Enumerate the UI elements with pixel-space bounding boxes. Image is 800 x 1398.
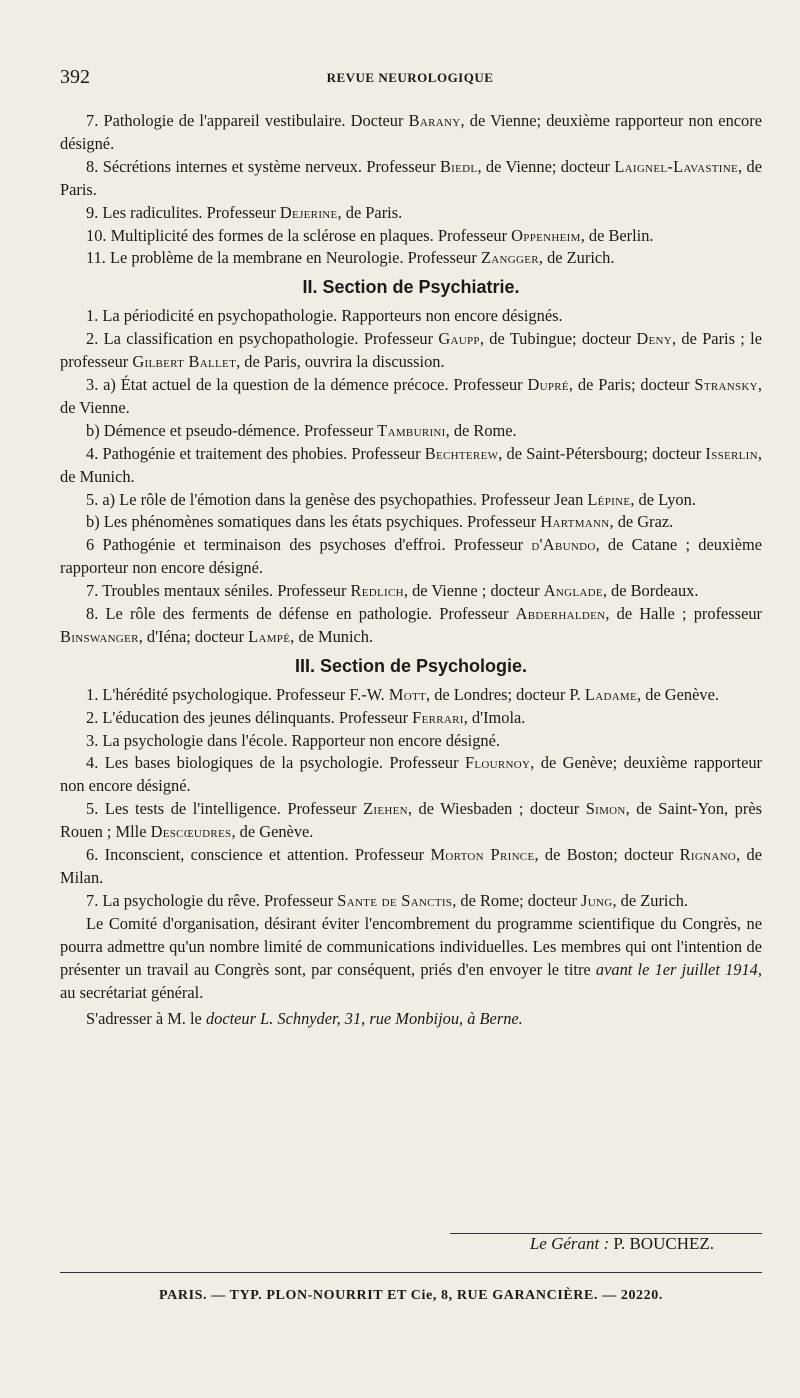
item-text: , de Saint-Pétersbourg; docteur bbox=[498, 443, 706, 463]
list-item bbox=[60, 156, 762, 202]
list-item bbox=[60, 798, 762, 844]
item-number: 5. bbox=[86, 799, 99, 819]
contact-address: docteur L. Schnyder, 31, rue Monbijou, à Berne. bbox=[205, 1009, 523, 1029]
list-item bbox=[60, 443, 762, 489]
item-text: Pathogénie et traitement des phobies. Professeur bbox=[102, 443, 425, 463]
item-text: La périodicité en psychopathologie. Rapporteurs non encore désignés. bbox=[102, 306, 563, 326]
person-name: Tamburini bbox=[377, 420, 446, 440]
person-name: Bechterew bbox=[424, 443, 499, 463]
person-name: Jung bbox=[581, 890, 613, 910]
closing-text-end: , au secrétariat général. bbox=[60, 959, 762, 1002]
item-number: 3. a) bbox=[86, 374, 116, 394]
item-text: , de Halle ; professeur bbox=[605, 604, 762, 624]
person-name: Ziehen bbox=[363, 799, 408, 819]
item-text: L'hérédité psychologique. Professeur F.-W. bbox=[102, 684, 389, 704]
person-name: Anglade bbox=[543, 581, 603, 601]
item-text: Le rôle de l'émotion dans la genèse des psychopathies. Professeur Jean bbox=[119, 489, 588, 509]
person-name: Biedl bbox=[439, 156, 478, 176]
item-text: , de Vienne. bbox=[60, 374, 762, 417]
person-name: Dupré bbox=[527, 374, 569, 394]
item-number: 5. a) bbox=[86, 489, 116, 509]
list-item bbox=[60, 225, 762, 248]
item-number: 7. bbox=[86, 581, 99, 601]
person-name: Rignano bbox=[679, 845, 737, 865]
item-text: , de Boston; docteur bbox=[534, 845, 680, 865]
item-text: Pathologie de l'appareil vestibulaire. Docteur bbox=[103, 111, 409, 130]
item-text: , de Milan. bbox=[60, 845, 762, 887]
person-name: Gilbert Ballet bbox=[132, 352, 237, 372]
psychiatry-items bbox=[60, 305, 762, 649]
item-text: Multiplicité des formes de la sclérose en plaques. Professeur bbox=[110, 225, 512, 245]
item-text: , de Berlin. bbox=[580, 225, 654, 245]
item-text: Pathogénie et terminaison des psychoses d'effroi. Professeur bbox=[102, 535, 532, 555]
list-item bbox=[60, 707, 762, 730]
item-text: , de Vienne; deuxième rapporteur non encore désigné. bbox=[60, 111, 762, 153]
person-name: Simon bbox=[585, 799, 626, 819]
item-text: , de Saint-Yon, près Rouen ; Mlle bbox=[60, 799, 762, 842]
item-text: , de Munich. bbox=[290, 626, 374, 646]
item-number: 6 bbox=[86, 535, 95, 555]
list-item bbox=[60, 844, 762, 890]
item-text: , de Genève; deuxième rapporteur non encore désigné. bbox=[60, 753, 762, 796]
person-name: Stransky bbox=[694, 374, 758, 394]
item-text: , de Munich. bbox=[60, 443, 762, 486]
item-text: , de Vienne ; docteur bbox=[403, 581, 544, 601]
item-text: , de Zurich. bbox=[538, 248, 615, 268]
neurology-items bbox=[60, 110, 762, 270]
contact-prefix: S'adresser à M. le bbox=[86, 1009, 206, 1029]
item-text: Les phénomènes somatiques dans les états psychiques. Professeur bbox=[103, 512, 541, 532]
item-text: , de Catane ; deuxième rapporteur non encore désigné. bbox=[60, 535, 763, 578]
item-text: , de Rome. bbox=[445, 420, 517, 440]
closing-deadline: avant le 1er juillet 1914 bbox=[595, 959, 758, 979]
item-number: b) bbox=[86, 420, 100, 440]
list-item bbox=[60, 110, 762, 156]
item-text: Inconscient, conscience et attention. Professeur bbox=[104, 845, 431, 865]
list-item bbox=[60, 890, 762, 913]
list-item bbox=[60, 534, 762, 580]
person-name: Ladame bbox=[584, 684, 638, 704]
person-name: Zangger bbox=[480, 248, 539, 268]
person-name: Hartmann bbox=[540, 512, 610, 532]
item-number: 2. bbox=[86, 329, 99, 349]
item-number: 8. bbox=[86, 604, 99, 624]
item-text: , de Vienne; docteur bbox=[477, 156, 615, 176]
item-text: Les bases biologiques de la psychologie. Professeur bbox=[104, 753, 465, 773]
list-item bbox=[60, 603, 762, 649]
person-name: Gaupp bbox=[438, 329, 480, 349]
person-name: Descœudres bbox=[150, 822, 232, 842]
item-text: Le problème de la membrane en Neurologie. Professeur bbox=[110, 248, 481, 268]
list-item bbox=[60, 752, 762, 798]
psychology-items bbox=[60, 684, 762, 913]
person-name: Isserlin bbox=[705, 443, 758, 463]
signature-name: P. BOUCHEZ. bbox=[613, 1234, 714, 1253]
person-name: Flournoy bbox=[464, 753, 531, 773]
item-text: , de Bordeaux. bbox=[602, 581, 699, 601]
closing-text: Le Comité d'organisation, désirant éviter l'encombrement du programme scientifique du Congrès, ne pourra admettre qu'un nombre limité de communications individuelles. Les membres qui ont l'intention de présenter un travail au Congrès sont, par conséquent, priés d'en envoyer le titre bbox=[60, 913, 762, 979]
footer-rule bbox=[60, 1272, 762, 1273]
list-item bbox=[60, 580, 762, 603]
person-name: Lampé bbox=[248, 626, 291, 646]
item-text: , de Genève. bbox=[637, 684, 719, 704]
item-text: , de Zurich. bbox=[612, 890, 689, 910]
printer-imprint: PARIS. — TYP. PLON-NOURRIT ET Cie, 8, RUE GARANCIÈRE. — 20220. bbox=[159, 1288, 663, 1303]
item-text: L'éducation des jeunes délinquants. Professeur bbox=[102, 707, 413, 727]
item-text: , de Londres; docteur P. bbox=[426, 684, 585, 704]
person-name: Oppenheim bbox=[511, 225, 581, 245]
item-number: 3. bbox=[86, 730, 99, 750]
person-name: Dejerine bbox=[279, 202, 338, 222]
item-number: 7. bbox=[86, 890, 99, 910]
list-item bbox=[60, 684, 762, 707]
item-text: , d'Iéna; docteur bbox=[138, 626, 249, 646]
body-text bbox=[60, 110, 762, 1031]
item-text: , de Rome; docteur bbox=[452, 890, 582, 910]
item-number: 9. bbox=[86, 202, 99, 222]
list-item bbox=[60, 202, 762, 225]
item-text: La classification en psychopathologie. Professeur bbox=[103, 329, 439, 349]
item-text: , de Paris ; le professeur bbox=[60, 329, 762, 372]
item-number: 4. bbox=[86, 443, 99, 463]
item-number: 8. bbox=[86, 156, 99, 176]
person-name: Lépine bbox=[587, 489, 631, 509]
section-title-psychiatry: II. Section de Psychiatrie. bbox=[302, 277, 520, 298]
item-text: Sécrétions internes et système nerveux. Professeur bbox=[102, 156, 440, 176]
item-number: 6. bbox=[86, 845, 99, 865]
item-text: La psychologie du rêve. Professeur bbox=[102, 890, 338, 910]
running-head: REVUE NEUROLOGIQUE bbox=[326, 70, 494, 85]
item-text: , de Paris, ouvrira la discussion. bbox=[236, 352, 445, 372]
page-header bbox=[60, 66, 760, 90]
contact-line bbox=[60, 1008, 762, 1031]
item-number: 4. bbox=[86, 753, 99, 773]
item-text: État actuel de la question de la démence précoce. Professeur bbox=[120, 374, 528, 394]
list-item bbox=[60, 328, 762, 374]
item-number: 2. bbox=[86, 707, 99, 727]
item-number: 1. bbox=[86, 306, 99, 326]
signature-label: Le Gérant : bbox=[529, 1234, 614, 1253]
closing-paragraph bbox=[60, 913, 762, 1005]
list-item bbox=[60, 420, 762, 443]
list-item bbox=[60, 730, 762, 753]
person-name: Abderhalden bbox=[515, 604, 606, 624]
item-number: 11. bbox=[86, 248, 106, 268]
person-name: Barany bbox=[408, 111, 461, 130]
item-text: , de Lyon. bbox=[630, 489, 696, 509]
item-text: , d'Imola. bbox=[463, 707, 526, 727]
person-name: d'Abundo bbox=[531, 535, 596, 555]
item-text: Le rôle des ferments de défense en pathologie. Professeur bbox=[105, 604, 516, 624]
item-text: , de Tubingue; docteur bbox=[479, 329, 637, 349]
person-name: Binswanger bbox=[60, 626, 139, 646]
item-text: , de Graz. bbox=[609, 512, 674, 532]
list-item bbox=[60, 511, 762, 534]
item-number: 7. bbox=[86, 111, 99, 130]
signature bbox=[530, 1234, 714, 1254]
person-name: Morton Prince bbox=[430, 845, 535, 865]
list-item bbox=[60, 489, 762, 512]
person-name: Sante de Sanctis bbox=[337, 890, 453, 910]
item-number: 1. bbox=[86, 684, 99, 704]
person-name: Deny bbox=[636, 329, 672, 349]
item-text: , de Wiesbaden ; docteur bbox=[407, 799, 586, 819]
item-text: La psychologie dans l'école. Rapporteur non encore désigné. bbox=[102, 730, 500, 750]
item-number: 10. bbox=[86, 225, 107, 245]
person-name: Redlich bbox=[350, 581, 404, 601]
item-text: Les radiculites. Professeur bbox=[102, 202, 280, 222]
list-item bbox=[60, 247, 762, 270]
item-text: , de Paris. bbox=[60, 156, 762, 199]
person-name: Ferrari bbox=[412, 707, 464, 727]
item-text: Troubles mentaux séniles. Professeur bbox=[102, 581, 351, 601]
item-text: Les tests de l'intelligence. Professeur bbox=[104, 799, 364, 819]
item-number: b) bbox=[86, 512, 100, 532]
section-title-psychology: III. Section de Psychologie. bbox=[294, 655, 528, 676]
item-text: Démence et pseudo-démence. Professeur bbox=[103, 420, 378, 440]
list-item bbox=[60, 305, 762, 328]
page-number: 392 bbox=[60, 66, 90, 88]
item-text: , de Paris; docteur bbox=[568, 374, 695, 394]
list-item bbox=[60, 374, 762, 420]
item-text: , de Paris. bbox=[337, 202, 403, 222]
person-name: Laignel-Lavastine bbox=[614, 156, 739, 176]
item-text: , de Genève. bbox=[231, 822, 314, 842]
person-name: Mott bbox=[388, 684, 427, 704]
